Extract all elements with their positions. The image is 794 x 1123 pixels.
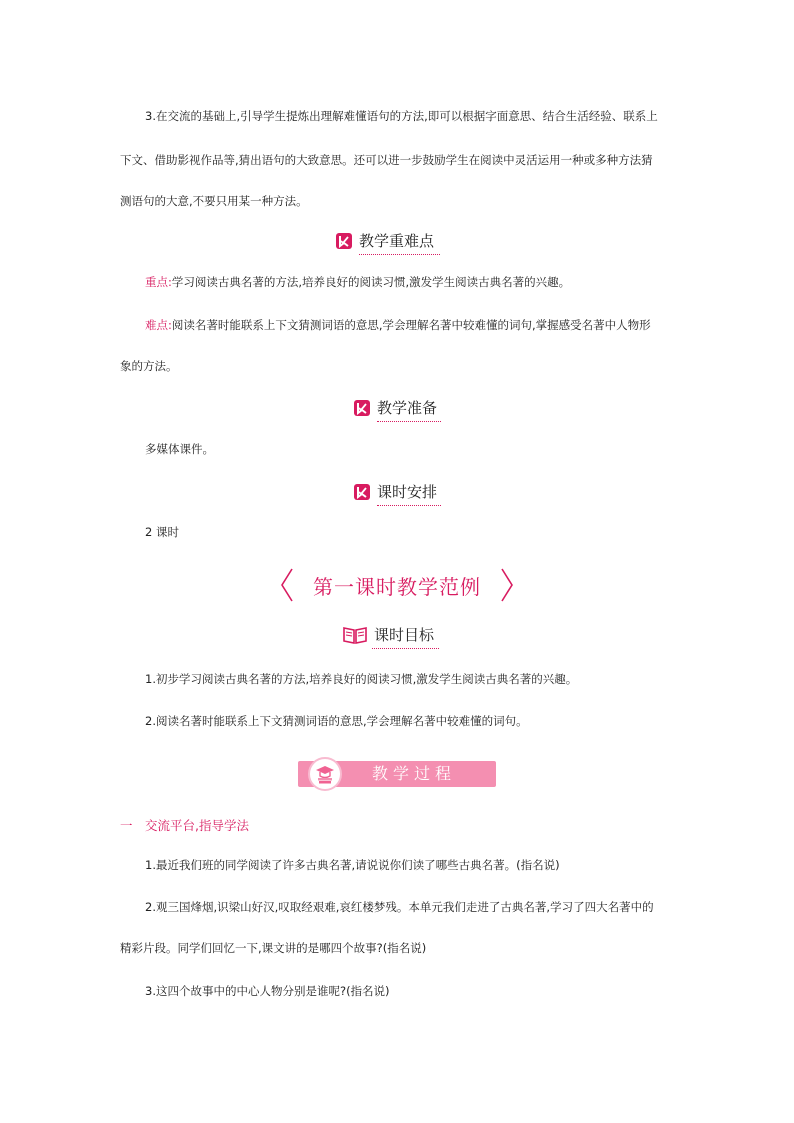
section-heading-text: 教学准备 bbox=[377, 399, 438, 417]
process-banner-text: 教学过程 bbox=[372, 764, 457, 783]
focus-paragraph bbox=[145, 274, 570, 290]
section-heading-preparation bbox=[353, 397, 441, 419]
heading-underline bbox=[372, 647, 439, 649]
bookmark-check-icon bbox=[335, 232, 353, 250]
section-heading-goals bbox=[342, 624, 439, 646]
heading-underline bbox=[377, 504, 441, 506]
process-banner bbox=[298, 761, 496, 787]
intro-paragraph-line: 下文、借助影视作品等,猜出语句的大致意思。还可以进一步鼓励学生在阅读中灵活运用一种或多种方法猜 bbox=[120, 153, 653, 167]
question-item: 3.这四个故事中的中心人物分别是谁呢?(指名说) bbox=[145, 984, 390, 998]
section-heading-text: 课时安排 bbox=[377, 483, 438, 501]
focus-text: 学习阅读古典名著的方法,培养良好的阅读习惯,激发学生阅读古典名著的兴趣。 bbox=[171, 275, 571, 289]
heading-underline bbox=[377, 420, 441, 422]
question-item: 2.观三国烽烟,识梁山好汉,叹取经艰难,哀红楼梦残。本单元我们走进了古典名著,学习了四大名著中的 bbox=[145, 900, 654, 914]
difficulty-paragraph-line: 象的方法。 bbox=[120, 359, 178, 373]
step-heading: 一 交流平台,指导学法 bbox=[120, 818, 249, 833]
section-heading-text: 教学重难点 bbox=[359, 232, 435, 250]
heading-underline bbox=[359, 253, 440, 255]
goal-item: 2.阅读名著时能联系上下文猜测词语的意思,学会理解名著中较难懂的词句。 bbox=[145, 714, 528, 728]
focus-label: 重点: bbox=[145, 275, 172, 289]
section-heading-schedule bbox=[353, 481, 441, 503]
preparation-text: 多媒体课件。 bbox=[145, 442, 214, 456]
goal-item: 1.初步学习阅读古典名著的方法,培养良好的阅读习惯,激发学生阅读古典名著的兴趣。 bbox=[145, 672, 578, 686]
bookmark-check-icon bbox=[353, 483, 371, 501]
right-bracket-icon bbox=[500, 567, 514, 603]
schedule-text: 2 课时 bbox=[145, 525, 179, 539]
banner-icon-circle bbox=[308, 757, 342, 791]
section-heading-text: 课时目标 bbox=[374, 626, 435, 644]
lesson-title-text: 第一课时教学范例 bbox=[313, 574, 481, 599]
difficulty-label: 难点: bbox=[145, 318, 172, 332]
intro-paragraph-line: 3.在交流的基础上,引导学生提炼出理解难懂语句的方法,即可以根据字面意思、结合生活经验、联系上 bbox=[145, 109, 658, 123]
intro-paragraph-line: 测语句的大意,不要只用某一种方法。 bbox=[120, 194, 308, 208]
open-book-icon bbox=[342, 625, 368, 645]
question-item: 1.最近我们班的同学阅读了许多古典名著,请说说你们读了哪些古典名著。(指名说) bbox=[145, 858, 560, 872]
section-heading-key-points bbox=[335, 230, 440, 252]
left-bracket-icon bbox=[280, 567, 294, 603]
difficulty-text: 阅读名著时能联系上下文猜测词语的意思,学会理解名著中较难懂的词句,掌握感受名著中人物形 bbox=[171, 318, 651, 332]
bookmark-check-icon bbox=[353, 399, 371, 417]
graduation-books-icon bbox=[314, 763, 336, 785]
question-item-line: 精彩片段。同学们回忆一下,课文讲的是哪四个故事?(指名说) bbox=[120, 941, 427, 955]
lesson-title bbox=[280, 567, 514, 603]
difficulty-paragraph bbox=[145, 317, 651, 333]
